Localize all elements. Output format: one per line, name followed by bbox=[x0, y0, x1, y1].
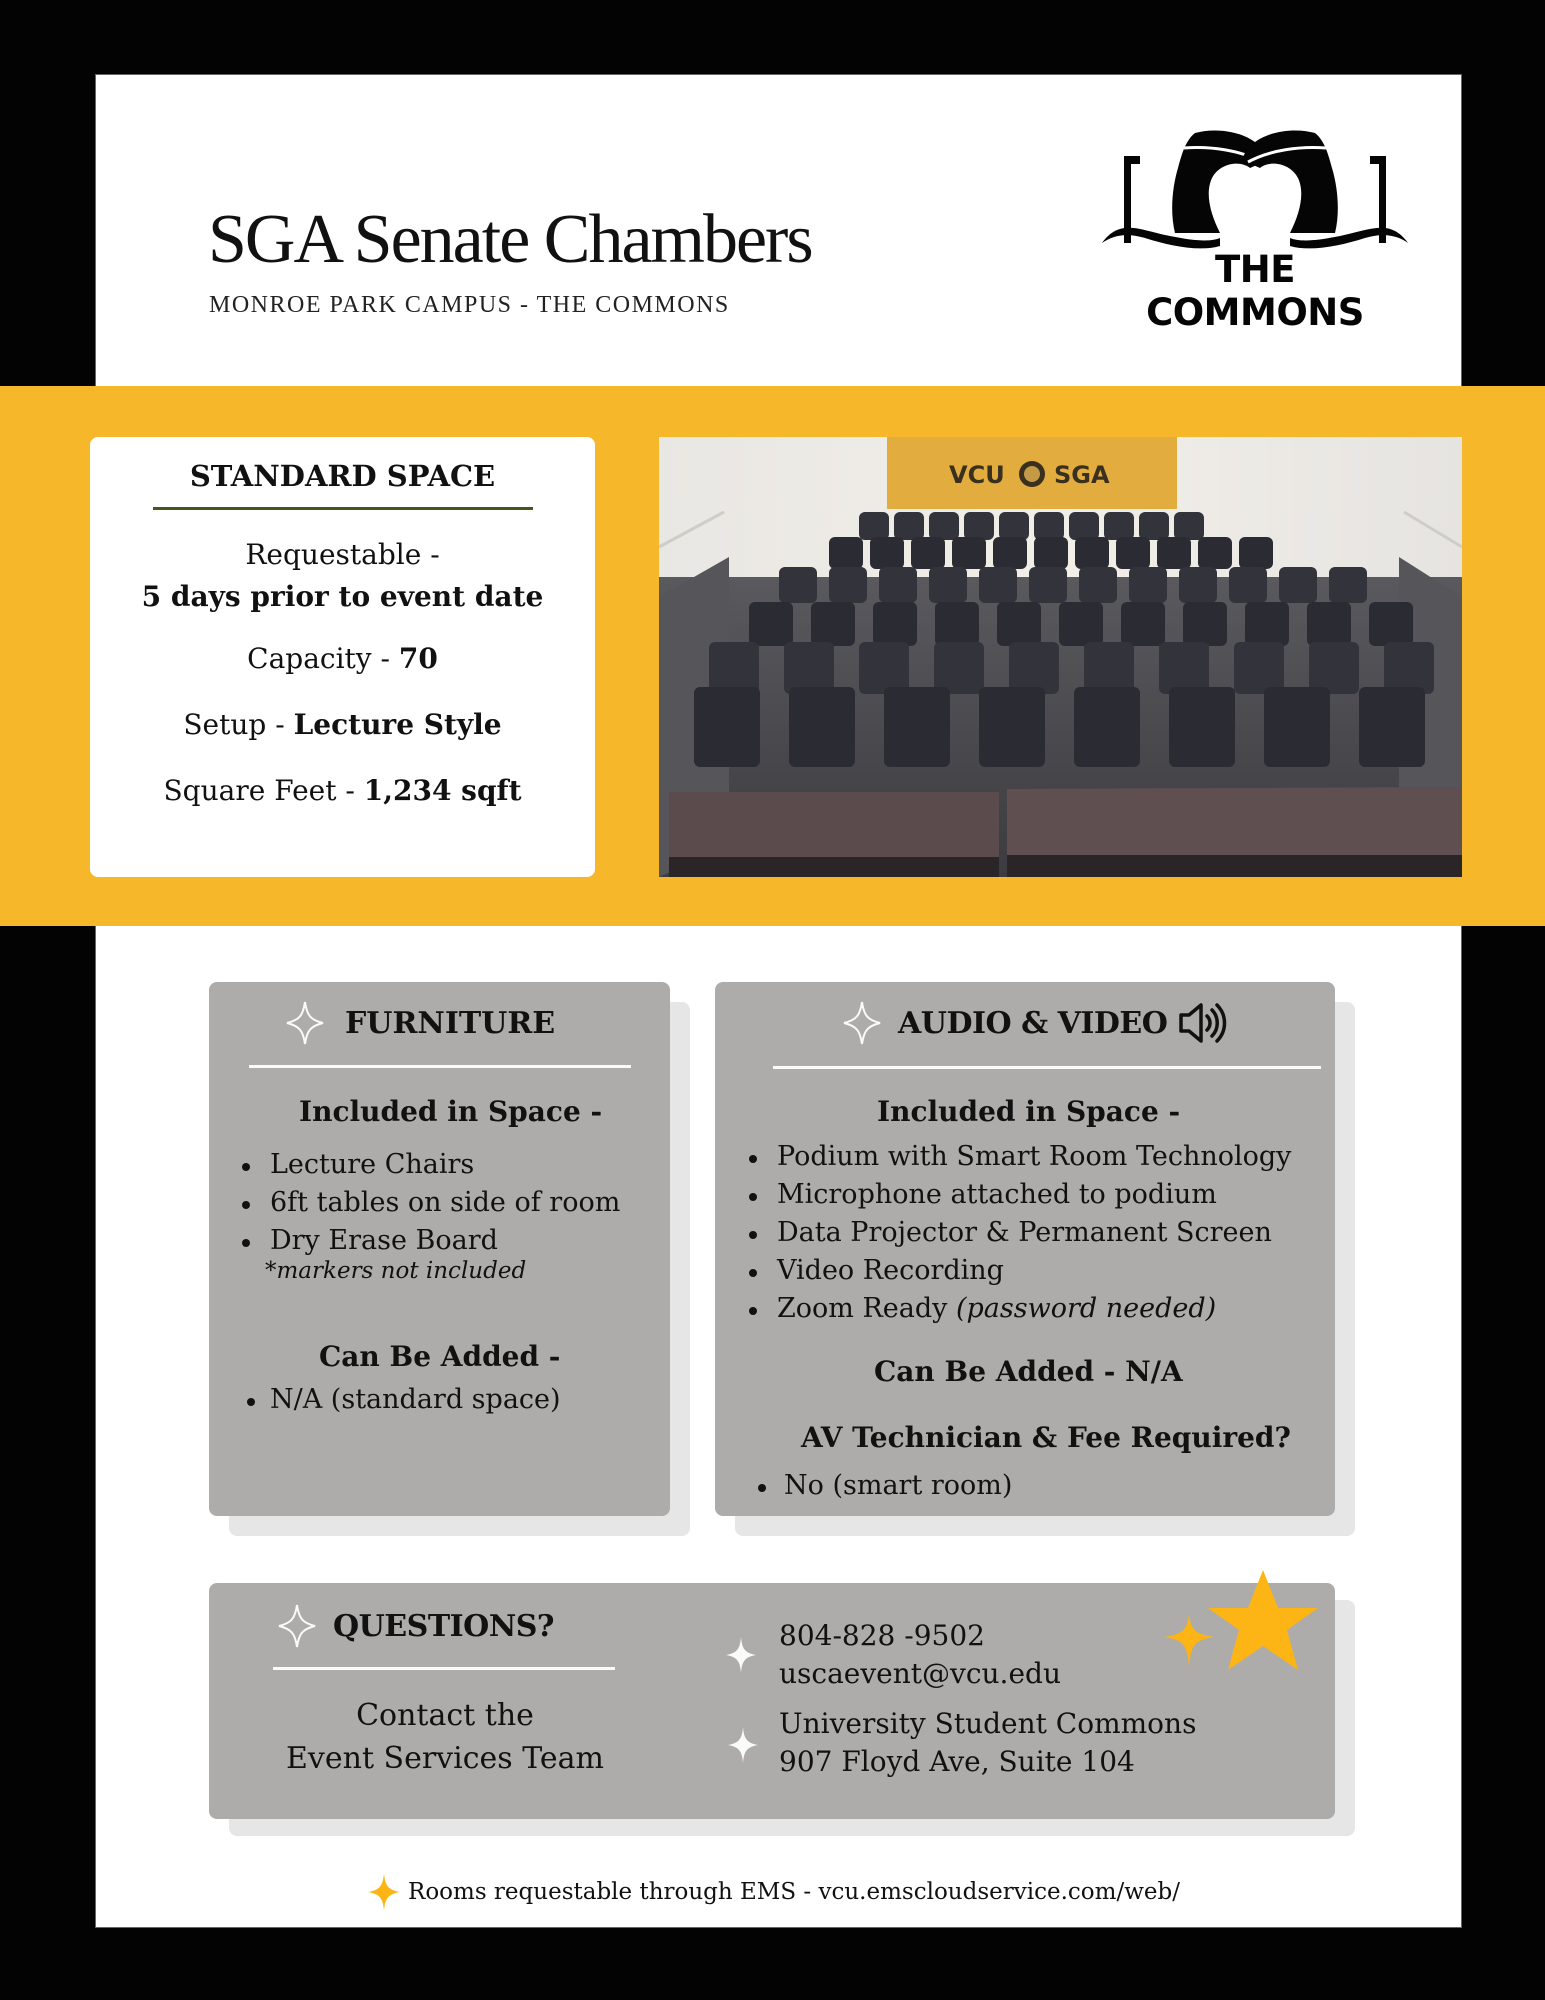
chair bbox=[964, 512, 994, 540]
list-item: 6ft tables on side of room bbox=[236, 1184, 620, 1222]
chair bbox=[1234, 642, 1284, 694]
list-item: Microphone attached to podium bbox=[743, 1176, 1291, 1214]
address-line-2: 907 Floyd Ave, Suite 104 bbox=[779, 1745, 1135, 1778]
chair bbox=[859, 642, 909, 694]
email-link[interactable]: uscaevent@vcu.edu bbox=[779, 1657, 1061, 1690]
address-line-1: University Student Commons bbox=[779, 1707, 1197, 1740]
list-item: Podium with Smart Room Technology bbox=[743, 1138, 1291, 1176]
chair bbox=[1279, 567, 1317, 603]
chair bbox=[952, 537, 986, 569]
sparkle-gold-icon bbox=[366, 1873, 402, 1911]
chair bbox=[1059, 602, 1103, 646]
furniture-included-heading: Included in Space - bbox=[299, 1095, 603, 1128]
chair bbox=[1183, 602, 1227, 646]
chair bbox=[873, 602, 917, 646]
furniture-added-list bbox=[241, 1381, 561, 1419]
chair bbox=[1129, 567, 1167, 603]
the-commons-logo bbox=[1100, 118, 1410, 334]
chair bbox=[811, 602, 855, 646]
capacity-row bbox=[90, 638, 595, 680]
list-item: Dry Erase Board bbox=[236, 1222, 620, 1260]
zoom-password-note: (password needed) bbox=[955, 1293, 1217, 1324]
chair bbox=[1198, 537, 1232, 569]
chair bbox=[929, 512, 959, 540]
chair bbox=[1116, 537, 1150, 569]
chair bbox=[694, 687, 760, 767]
list-item: Video Recording bbox=[743, 1252, 1291, 1290]
chair bbox=[859, 512, 889, 540]
chair bbox=[709, 642, 759, 694]
chair bbox=[1074, 687, 1140, 767]
av-included-heading: Included in Space - bbox=[877, 1095, 1181, 1128]
chair bbox=[749, 602, 793, 646]
furniture-heading: FURNITURE bbox=[345, 1005, 556, 1041]
chair bbox=[1229, 567, 1267, 603]
logo-text: THE COMMONS bbox=[1146, 248, 1364, 334]
chair bbox=[884, 687, 950, 767]
commons-logo-icon bbox=[1100, 118, 1410, 253]
chair bbox=[1029, 567, 1067, 603]
banner-vcu: VCU bbox=[949, 461, 1005, 489]
furniture-included-list bbox=[236, 1146, 620, 1260]
chair bbox=[993, 537, 1027, 569]
av-heading-row bbox=[840, 1000, 1227, 1046]
chair bbox=[779, 567, 817, 603]
chair bbox=[784, 642, 834, 694]
list-item: No (smart room) bbox=[752, 1467, 1012, 1505]
chair bbox=[935, 602, 979, 646]
chair bbox=[934, 642, 984, 694]
chair bbox=[999, 512, 1029, 540]
gold-stars-icon bbox=[1160, 1570, 1330, 1680]
chair bbox=[1179, 567, 1217, 603]
chair bbox=[1157, 537, 1191, 569]
av-divider bbox=[773, 1066, 1321, 1069]
requestable-value: 5 days prior to event date bbox=[141, 580, 544, 613]
sparkle-outline-icon bbox=[840, 1000, 884, 1046]
address-block bbox=[779, 1705, 1196, 1781]
list-item: Lecture Chairs bbox=[236, 1146, 620, 1184]
chair bbox=[1034, 537, 1068, 569]
phone-number[interactable]: 804-828 -9502 bbox=[779, 1619, 985, 1652]
chair bbox=[1159, 642, 1209, 694]
contact-line-2: Event Services Team bbox=[286, 1741, 604, 1776]
questions-divider bbox=[273, 1667, 615, 1670]
chair bbox=[1264, 687, 1330, 767]
furniture-heading-row bbox=[283, 1000, 555, 1046]
chair bbox=[1079, 567, 1117, 603]
chair bbox=[1245, 602, 1289, 646]
chair bbox=[1359, 687, 1425, 767]
av-heading: AUDIO & VIDEO bbox=[898, 1005, 1168, 1041]
av-technician-list bbox=[752, 1467, 1012, 1505]
sqft-value: 1,234 sqft bbox=[363, 774, 522, 807]
markers-note: *markers not included bbox=[265, 1258, 527, 1284]
footer-text[interactable]: Rooms requestable through EMS - vcu.emscloudservice.com/web/ bbox=[408, 1879, 1180, 1905]
chair bbox=[1369, 602, 1413, 646]
list-item: N/A (standard space) bbox=[241, 1381, 561, 1419]
setup-value: Lecture Style bbox=[293, 708, 502, 741]
chair bbox=[1075, 537, 1109, 569]
chair bbox=[1034, 512, 1064, 540]
zoom-ready-label: Zoom Ready bbox=[777, 1293, 956, 1324]
footer-note bbox=[366, 1873, 1180, 1911]
chair bbox=[1309, 642, 1359, 694]
room-photo bbox=[659, 437, 1462, 877]
chair bbox=[1174, 512, 1204, 540]
chair bbox=[1384, 642, 1434, 694]
chair bbox=[1121, 602, 1165, 646]
contact-line-1: Contact the bbox=[356, 1698, 534, 1733]
furniture-added-heading: Can Be Added - bbox=[319, 1340, 561, 1373]
list-item: Data Projector & Permanent Screen bbox=[743, 1214, 1291, 1252]
questions-heading-row bbox=[275, 1603, 554, 1649]
room-photo-illustration bbox=[659, 437, 1462, 877]
furniture-divider bbox=[249, 1065, 631, 1068]
heading-divider bbox=[153, 507, 533, 510]
standard-space-heading: STANDARD SPACE bbox=[189, 459, 496, 493]
chair bbox=[829, 567, 867, 603]
sparkle-outline-icon bbox=[283, 1000, 327, 1046]
setup-row bbox=[90, 704, 595, 746]
chair bbox=[1009, 642, 1059, 694]
av-technician-heading: AV Technician & Fee Required? bbox=[801, 1421, 1291, 1454]
chair bbox=[997, 602, 1041, 646]
list-item bbox=[743, 1290, 1291, 1328]
speaker-icon bbox=[1177, 1001, 1227, 1045]
chair bbox=[979, 687, 1045, 767]
chair bbox=[1139, 512, 1169, 540]
standard-space-card bbox=[90, 437, 595, 877]
chair bbox=[894, 512, 924, 540]
questions-heading: QUESTIONS? bbox=[333, 1608, 554, 1644]
phone-email-block bbox=[779, 1617, 1061, 1693]
chair bbox=[1329, 567, 1367, 603]
requestable-label: Requestable - bbox=[245, 538, 440, 571]
banner-sga: SGA bbox=[1054, 461, 1110, 489]
chair bbox=[879, 567, 917, 603]
page-subtitle: MONROE PARK CAMPUS - THE COMMONS bbox=[209, 292, 730, 318]
chair bbox=[1307, 602, 1351, 646]
chair bbox=[829, 537, 863, 569]
chair bbox=[979, 567, 1017, 603]
chair bbox=[929, 567, 967, 603]
chair bbox=[1069, 512, 1099, 540]
capacity-label: Capacity - bbox=[247, 642, 399, 675]
chair bbox=[911, 537, 945, 569]
sparkle-icon bbox=[726, 1727, 760, 1763]
contact-team-text bbox=[270, 1694, 620, 1780]
av-included-list bbox=[743, 1138, 1291, 1328]
sparkle-icon bbox=[724, 1637, 758, 1673]
chair bbox=[870, 537, 904, 569]
page-title: SGA Senate Chambers bbox=[208, 201, 812, 278]
setup-label: Setup - bbox=[183, 708, 294, 741]
chair bbox=[1169, 687, 1235, 767]
capacity-value: 70 bbox=[398, 642, 438, 675]
av-added-heading: Can Be Added - N/A bbox=[874, 1355, 1183, 1388]
chair bbox=[1239, 537, 1273, 569]
sparkle-outline-icon bbox=[275, 1603, 319, 1649]
sqft-row bbox=[90, 770, 595, 812]
chair bbox=[1104, 512, 1134, 540]
chair bbox=[1084, 642, 1134, 694]
sqft-label: Square Feet - bbox=[163, 774, 364, 807]
chair bbox=[789, 687, 855, 767]
